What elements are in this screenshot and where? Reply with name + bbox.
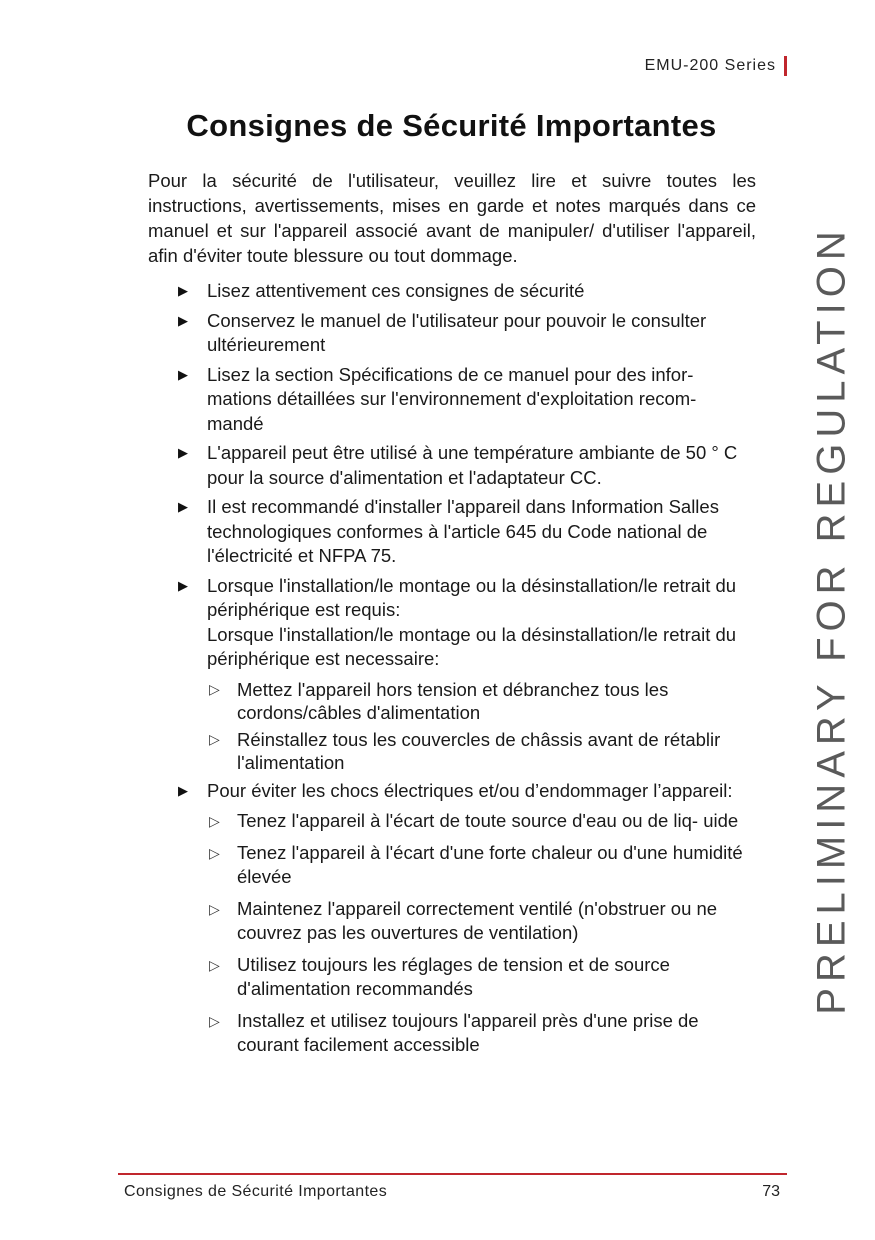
sub-bullet-text: Maintenez l'appareil correctement ventilé (n'obstruer ou ne couvrez pas les ouvertures de ventilation) (237, 897, 718, 943)
bullet-triangle-icon: ▶ (178, 577, 188, 593)
footer-section-title: Consignes de Sécurité Importantes (124, 1183, 388, 1200)
sub-bullet-triangle-icon: ▷ (209, 813, 220, 829)
bullet-triangle-icon: ▶ (178, 445, 188, 460)
list-item (148, 363, 756, 437)
list-item (148, 574, 756, 774)
sub-bullet-text: Utilisez toujours les réglages de tension et de source d'alimentation recommandés (237, 953, 670, 999)
sub-bullet-text: Réinstallez tous les couvercles de châssis avant de rétablir l'alimentation (237, 728, 721, 773)
footer-page-number: 73 (762, 1183, 780, 1200)
list-item (148, 441, 756, 490)
bullet-text: Lisez attentivement ces consignes de sécurité (207, 280, 585, 301)
page-title: Consignes de Sécurité Importantes (186, 108, 717, 143)
sub-bullet-triangle-icon: ▷ (209, 730, 220, 747)
bullet-text: Lorsque l'installation/le montage ou la désinstallation/le retrait du périphérique est requis: (207, 574, 737, 620)
sub-list-item (207, 1009, 756, 1058)
bullet-text: Pour éviter les chocs électriques et/ou d’endommager l’appareil: (207, 779, 733, 801)
sub-list-item (207, 897, 756, 946)
bullet-text: Lisez la section Spécifications de ce manuel pour des infor- mations détaillées sur l'environnement d'exploitation recom- mandé (207, 363, 697, 434)
sub-list-item (207, 953, 756, 1002)
sub-list-item (207, 728, 756, 774)
header-series-label: EMU-200 Series (645, 56, 787, 76)
preliminary-watermark: PRELIMINARY FOR REGULATION (809, 225, 854, 1015)
sub-bullet-text: Installez et utilisez toujours l'appareil près d'une prise de courant facilement accessible (237, 1009, 699, 1055)
bullet-triangle-icon: ▶ (178, 283, 188, 298)
bullet-text-continued: Lorsque l'installation/le montage ou la désinstallation/le retrait du périphérique est necessaire: (207, 623, 737, 669)
sub-bullet-triangle-icon: ▷ (209, 1012, 220, 1029)
sub-list-item (207, 678, 756, 724)
sub-bullet-list (207, 809, 756, 1058)
sub-bullet-list (207, 678, 756, 774)
sub-bullet-triangle-icon: ▷ (209, 900, 220, 917)
list-item (148, 779, 756, 1058)
sub-bullet-triangle-icon: ▷ (209, 956, 220, 973)
bullet-triangle-icon: ▶ (178, 499, 188, 514)
footer-divider (118, 1173, 787, 1175)
list-item (148, 495, 756, 569)
intro-paragraph: Pour la sécurité de l'utilisateur, veuillez lire et suivre toutes les instructions, avertissements, mises en garde et notes marqués dans ce manuel et sur l'appareil associé avant de manipuler/ d'utiliser l'appareil, afin d'éviter toute blessure ou tout dommage. (148, 170, 756, 266)
sub-bullet-text: Tenez l'appareil à l'écart de toute source d'eau ou de liq- uide (237, 810, 739, 831)
bullet-triangle-icon: ▶ (178, 782, 188, 798)
sub-list-item (207, 809, 756, 834)
sub-bullet-triangle-icon: ▷ (209, 844, 220, 861)
bullet-triangle-icon: ▶ (178, 312, 188, 328)
sub-bullet-text: Mettez l'appareil hors tension et débranchez tous les cordons/câbles d'alimentation (237, 678, 669, 723)
bullet-triangle-icon: ▶ (178, 366, 188, 382)
sub-bullet-triangle-icon: ▷ (209, 680, 220, 697)
bullet-text: Conservez le manuel de l'utilisateur pour pouvoir le consulter ultérieurement (207, 309, 707, 355)
list-item (148, 279, 756, 304)
sub-bullet-text: Tenez l'appareil à l'écart d'une forte chaleur ou d'une humidité élevée (237, 841, 743, 887)
sub-list-item (207, 841, 756, 890)
safety-bullet-list (148, 279, 756, 1065)
bullet-text: L'appareil peut être utilisé à une température ambiante de 50 ° C pour la source d'alimentation et l'adaptateur CC. (207, 442, 738, 488)
bullet-text: Il est recommandé d'installer l'appareil dans Information Salles technologiques conformes à l'article 645 du Code national de l'électricité et NFPA 75. (207, 496, 719, 566)
list-item (148, 309, 756, 358)
